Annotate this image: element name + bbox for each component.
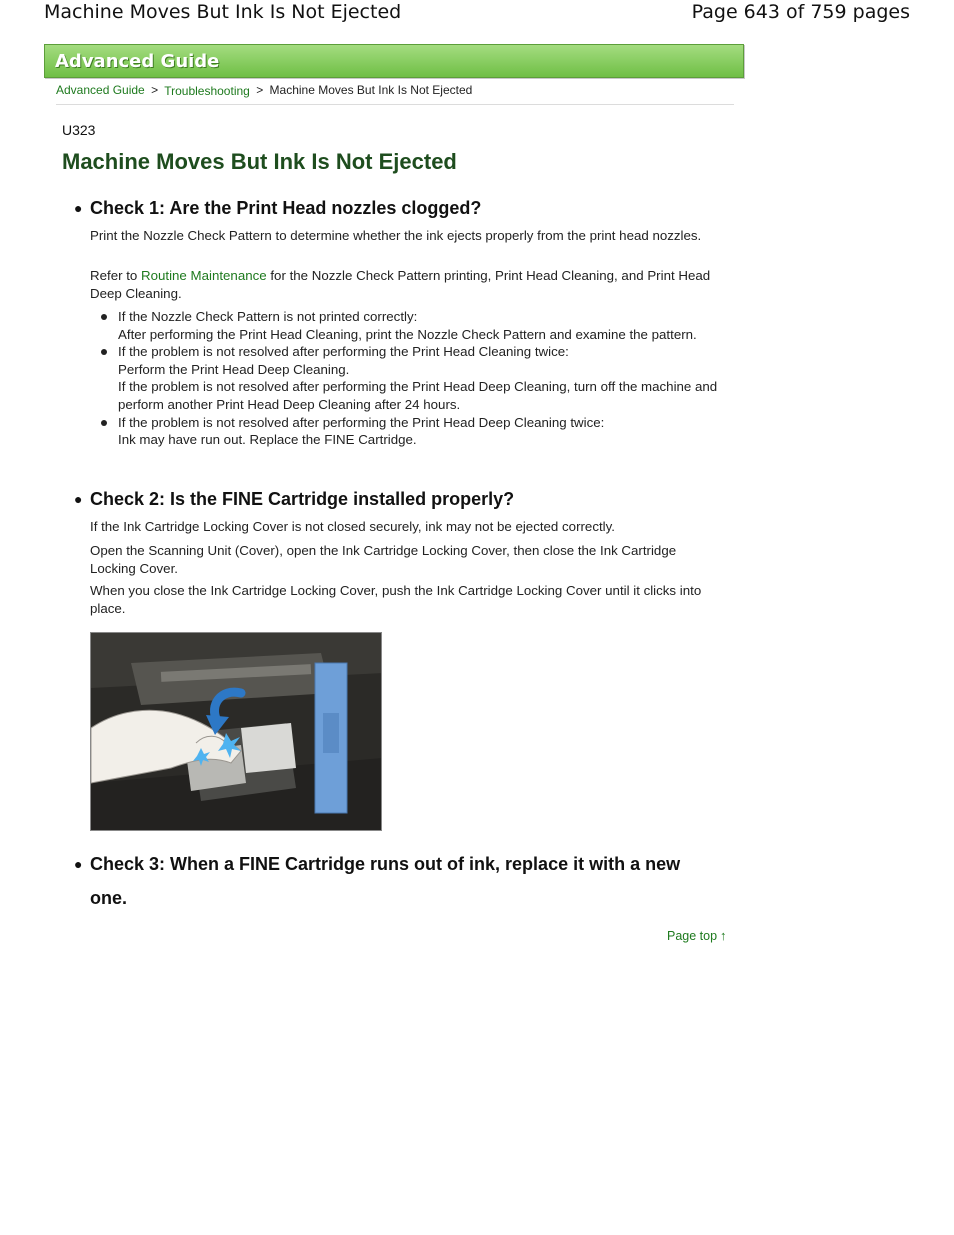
breadcrumb-separator: >: [256, 83, 264, 97]
check1-bullet-list: [100, 308, 720, 449]
check2-heading-text: Check 2: Is the FINE Cartridge installed properly?: [90, 489, 515, 509]
bullet-icon: ●: [74, 491, 83, 507]
list-item: [100, 343, 720, 413]
bullet-icon: ●: [74, 856, 83, 872]
divider: [56, 104, 734, 105]
page-top-label: Page top: [667, 929, 718, 943]
breadcrumb-current: Machine Moves But Ink Is Not Ejected: [269, 83, 473, 97]
check3-heading: [74, 847, 714, 915]
bullet-action: Ink may have run out. Replace the FINE Cartridge.: [118, 432, 417, 448]
cartridge-locking-cover-illustration: [90, 632, 382, 831]
bullet-condition: If the Nozzle Check Pattern is not printed correctly:: [118, 309, 418, 324]
banner-title: Advanced Guide: [55, 51, 220, 72]
check2-paragraph-1: If the Ink Cartridge Locking Cover is not closed securely, ink may not be ejected correctly.: [90, 519, 615, 534]
bullet-condition: If the problem is not resolved after performing the Print Head Deep Cleaning twice:: [118, 414, 605, 430]
up-arrow-icon: ↑: [720, 928, 727, 943]
check2-heading: [74, 482, 714, 516]
check2-paragraph-2: Open the Scanning Unit (Cover), open the Ink Cartridge Locking Cover, then close the Ink Cartridge Locking Cover.: [90, 543, 677, 576]
advanced-guide-banner: [44, 44, 744, 78]
check1-heading-text: Check 1: Are the Print Head nozzles clogged?: [90, 198, 482, 218]
routine-maintenance-link[interactable]: Routine Maintenance: [141, 268, 267, 283]
page-title: Machine Moves But Ink Is Not Ejected: [62, 149, 457, 174]
bullet-note: If the problem is not resolved after performing the Print Head Deep Cleaning, turn off the machine and perform another Print Head Deep Cleaning after 24 hours.: [118, 379, 718, 412]
check2-paragraph-3: When you close the Ink Cartridge Locking Cover, push the Ink Cartridge Locking Cover until it clicks into place.: [90, 583, 702, 616]
bullet-action: After performing the Print Head Cleaning, print the Nozzle Check Pattern and examine the pattern.: [118, 326, 697, 342]
breadcrumb-link-troubleshooting[interactable]: Troubleshooting: [164, 84, 250, 98]
bullet-icon: [101, 349, 107, 355]
list-item: [100, 308, 720, 343]
document-title: Machine Moves But Ink Is Not Ejected: [44, 1, 402, 23]
bullet-condition: If the problem is not resolved after performing the Print Head Cleaning twice:: [118, 344, 569, 360]
page-top-link[interactable]: [667, 928, 727, 943]
check1-heading: [74, 191, 714, 225]
check1-paragraph-2: [90, 267, 720, 302]
bullet-action: Perform the Print Head Deep Cleaning.: [118, 361, 350, 377]
check1-paragraph-1: Print the Nozzle Check Pattern to determine whether the ink ejects properly from the print head nozzles.: [90, 228, 702, 243]
bullet-icon: [101, 314, 107, 320]
breadcrumb: [56, 83, 472, 97]
check3-heading-text: Check 3: When a FINE Cartridge runs out of ink, replace it with a new one.: [90, 854, 681, 908]
bullet-icon: [101, 420, 107, 426]
check1-para2-suffix: for the Nozzle Check Pattern printing, Print Head Cleaning, and Print Head Deep Cleaning.: [90, 268, 711, 301]
list-item: [100, 414, 720, 449]
printer-illustration: [91, 633, 382, 831]
bullet-icon: ●: [74, 200, 83, 216]
breadcrumb-link-advanced-guide[interactable]: Advanced Guide: [56, 83, 145, 97]
error-code: U323: [62, 122, 96, 138]
breadcrumb-separator: >: [151, 83, 159, 97]
check1-para2-prefix: Refer to: [90, 268, 141, 283]
page-number: Page 643 of 759 pages: [691, 1, 910, 23]
